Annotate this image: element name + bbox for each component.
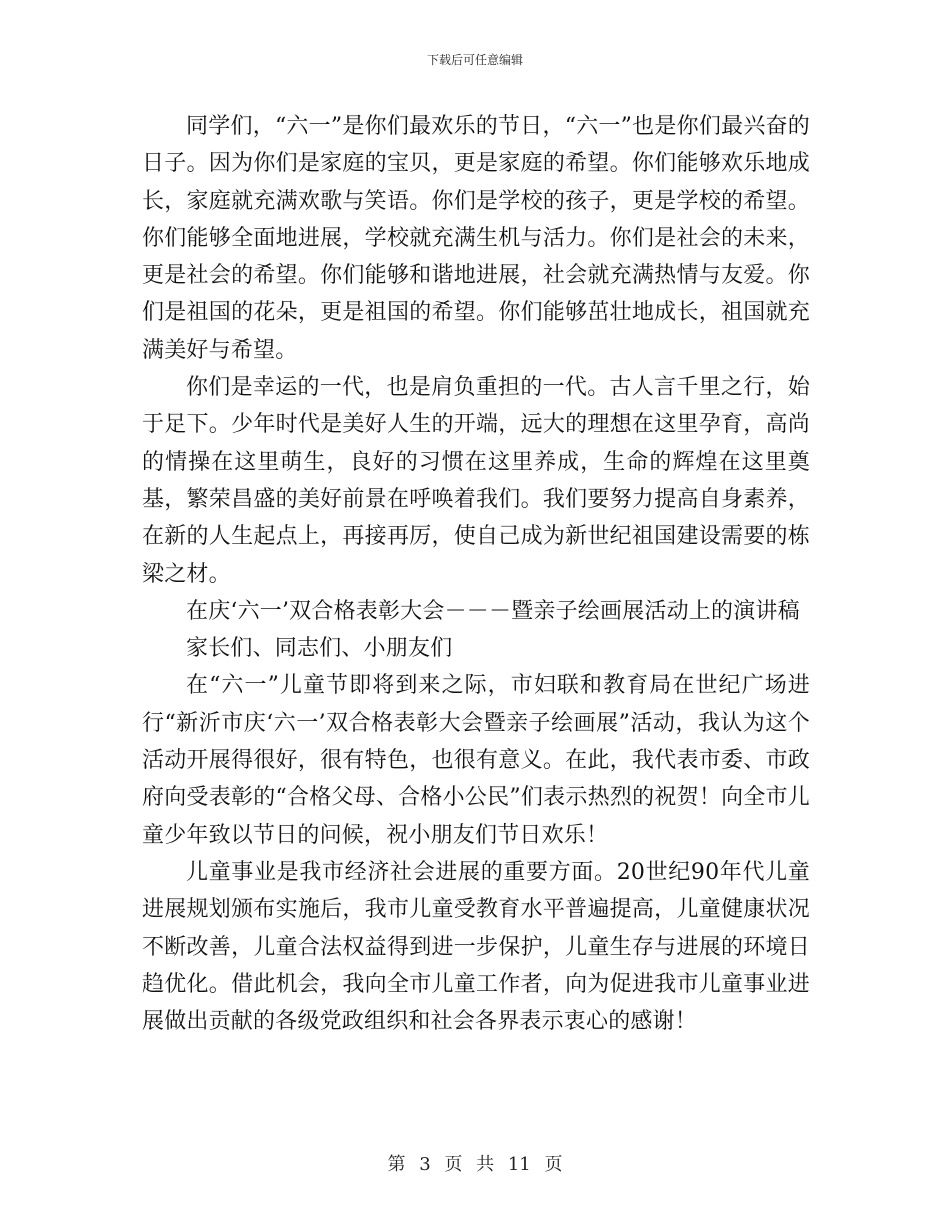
document-body [142,108,810,1040]
paragraph-children-development: 儿童事业是我市经济社会进展的重要方面。20世纪90年代儿童进展规划颁布实施后，我市儿童受教育水平普遍提高，儿童健康状况不断改善，儿童合法权益得到进一步保护，儿童生存与进展的环境日趋优化。借此机会，我向全市儿童工作者，向为促进我市儿童事业进展做出贡献的各级党政组织和社会各界表示衷心的感谢！ [142,859,810,1035]
salutation: 家长们、同志们、小朋友们 [186,636,453,662]
paragraph-lucky-generation: 你们是幸运的一代，也是肩负重担的一代。古人言千里之行，始于足下。少年时代是美好人生的开端，远大的理想在这里孕育，高尚的情操在这里萌生，良好的习惯在这里养成，生命的辉煌在这里奠基，繁荣昌盛的美好前景在呼唤着我们。我们要努力提高自身素养，在新的人生起点上，再接再厉，使自己成为新世纪祖国建设需要的栋梁之材。 [142,375,810,587]
page-number: 第 3 页 共 11 页 [387,1154,563,1175]
speech-title: 在庆‘六一’双合格表彰大会－－－暨亲子绘画展活动上的演讲稿 [186,598,800,624]
paragraph-event-congratulations: 在“六一”儿童节即将到来之际，市妇联和教育局在世纪广场进行“新沂市庆‘六一’双合格表彰大会暨亲子绘画展”活动，我认为这个活动开展得很好，很有特色，也很有意义。在此，我代表市委、市政府向受表彰的“合格父母、合格小公民”们表示热烈的祝贺！向全市儿童少年致以节日的问候，祝小朋友们节日欢乐！ [142,673,810,848]
paragraph-greeting-children: 同学们，“六一”是你们最欢乐的节日，“六一”也是你们最兴奋的日子。因为你们是家庭的宝贝，更是家庭的希望。你们能够欢乐地成长，家庭就充满欢歌与笑语。你们是学校的孩子，更是学校的希望。你们能够全面地进展，学校就充满生机与活力。你们是社会的未来，更是社会的希望。你们能够和谐地进展，社会就充满热情与友爱。你们是祖国的花朵，更是祖国的希望。你们能够茁壮地成长，祖国就充满美好与希望。 [142,114,810,363]
page-header: 下载后可任意编辑 [426,53,523,67]
